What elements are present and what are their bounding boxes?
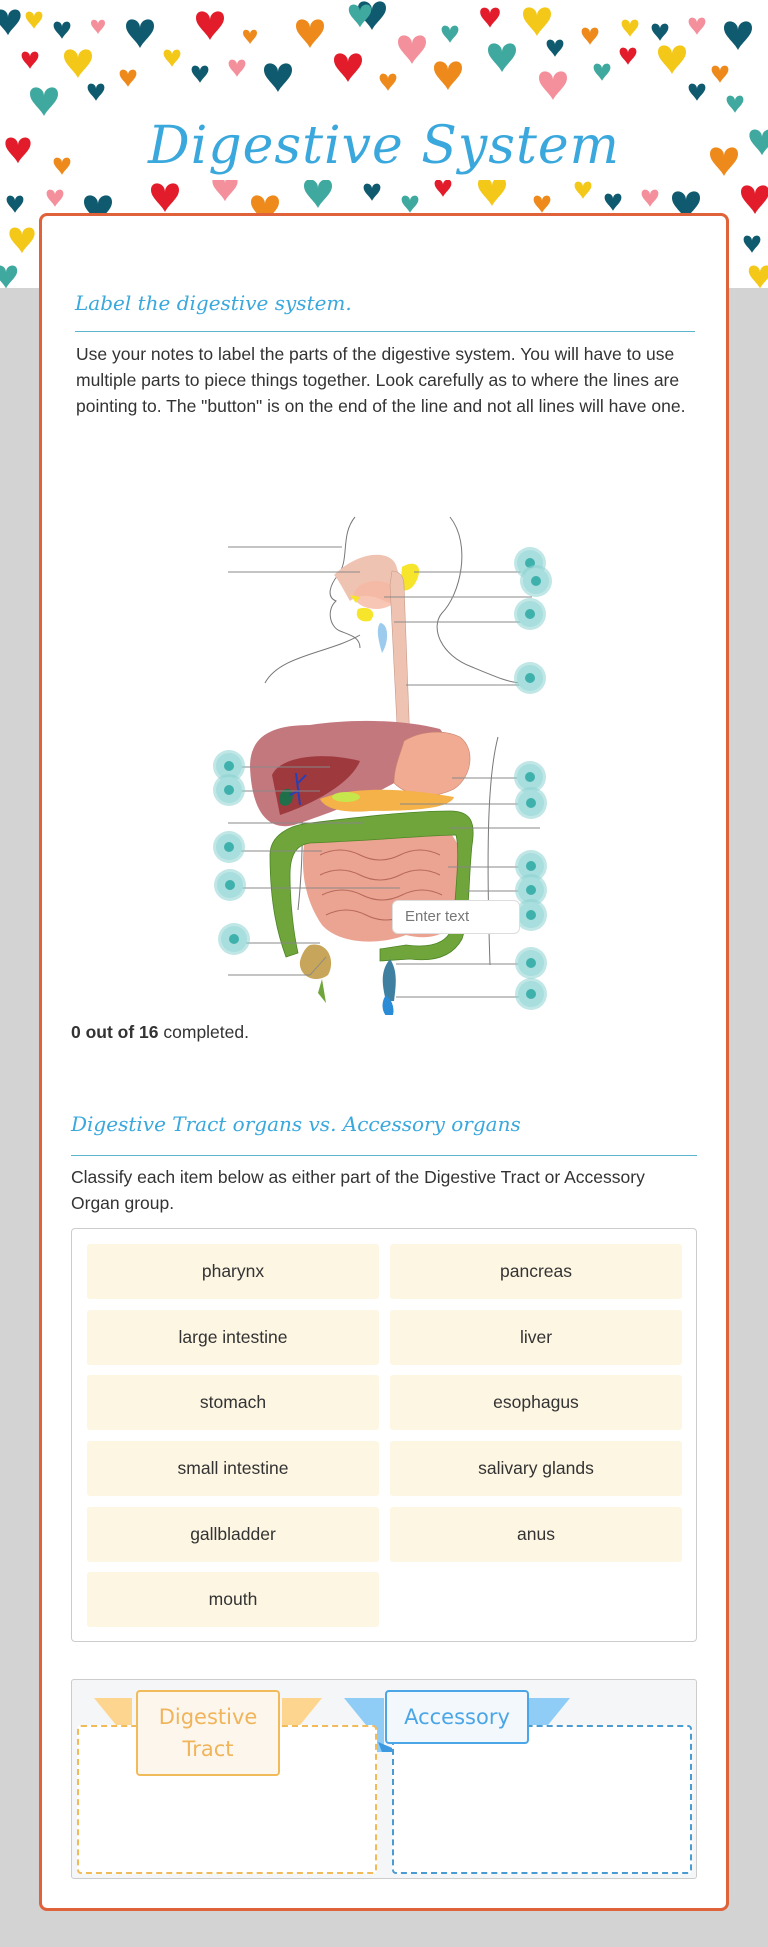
progress-suffix: completed. bbox=[158, 1022, 249, 1042]
digestive-tract-label: Digestive Tract bbox=[136, 1690, 280, 1776]
label-hotspot-11[interactable] bbox=[518, 853, 544, 879]
label-hotspot-14[interactable] bbox=[221, 926, 247, 952]
label-hotspot-3[interactable] bbox=[517, 601, 543, 627]
digestive-system-illustration bbox=[210, 505, 560, 1015]
label-hotspot-5[interactable] bbox=[216, 753, 242, 779]
label-hotspot-8[interactable] bbox=[518, 790, 544, 816]
draggable-item[interactable]: mouth bbox=[87, 1572, 379, 1627]
label-text-input[interactable]: Enter text bbox=[392, 900, 520, 934]
label-hotspot-6[interactable] bbox=[216, 777, 242, 803]
accessory-label: Accessory bbox=[385, 1690, 529, 1744]
page-title: Digestive System bbox=[148, 116, 620, 176]
draggable-item[interactable]: stomach bbox=[87, 1375, 379, 1430]
draggable-item[interactable]: liver bbox=[390, 1310, 682, 1365]
label-hotspot-2[interactable] bbox=[523, 568, 549, 594]
section-divider-2 bbox=[71, 1155, 697, 1156]
digestive-diagram bbox=[210, 505, 560, 1015]
label-hotspot-15[interactable] bbox=[518, 950, 544, 976]
draggable-item[interactable]: large intestine bbox=[87, 1310, 379, 1365]
label-hotspot-7[interactable] bbox=[517, 764, 543, 790]
accessory-drop-zone[interactable] bbox=[392, 1725, 692, 1874]
draggable-item[interactable]: salivary glands bbox=[390, 1441, 682, 1496]
label-instructions: Use your notes to label the parts of the digestive system. You will have to use multiple parts to piece things together. Look carefully as to where the lines are pointing to. The "button" is on the end of the line and not all lines will have one. bbox=[76, 344, 686, 416]
progress-status bbox=[71, 1022, 249, 1043]
draggable-item[interactable]: small intestine bbox=[87, 1441, 379, 1496]
label-hotspot-12[interactable] bbox=[518, 877, 544, 903]
section-title-classify: Digestive Tract organs vs. Accessory organs bbox=[71, 1112, 521, 1136]
label-hotspot-9[interactable] bbox=[216, 834, 242, 860]
label-hotspot-10[interactable] bbox=[217, 872, 243, 898]
progress-count: 0 out of 16 bbox=[71, 1022, 159, 1042]
draggable-item[interactable]: pharynx bbox=[87, 1244, 379, 1299]
worksheet-card bbox=[39, 213, 729, 1911]
draggable-item[interactable]: esophagus bbox=[390, 1375, 682, 1430]
draggable-item[interactable]: pancreas bbox=[390, 1244, 682, 1299]
label-hotspot-16[interactable] bbox=[518, 981, 544, 1007]
section-title-label: Label the digestive system. bbox=[75, 291, 352, 315]
label-hotspot-13[interactable] bbox=[518, 902, 544, 928]
label-hotspot-4[interactable] bbox=[517, 665, 543, 691]
classify-items-pool bbox=[71, 1228, 697, 1642]
draggable-item[interactable]: anus bbox=[390, 1507, 682, 1562]
title-box bbox=[77, 108, 691, 180]
classify-instructions: Classify each item below as either part of the Digestive Tract or Accessory Organ group. bbox=[71, 1167, 645, 1213]
draggable-item[interactable]: gallbladder bbox=[87, 1507, 379, 1562]
classify-bins bbox=[71, 1679, 697, 1879]
section-divider bbox=[75, 331, 695, 332]
